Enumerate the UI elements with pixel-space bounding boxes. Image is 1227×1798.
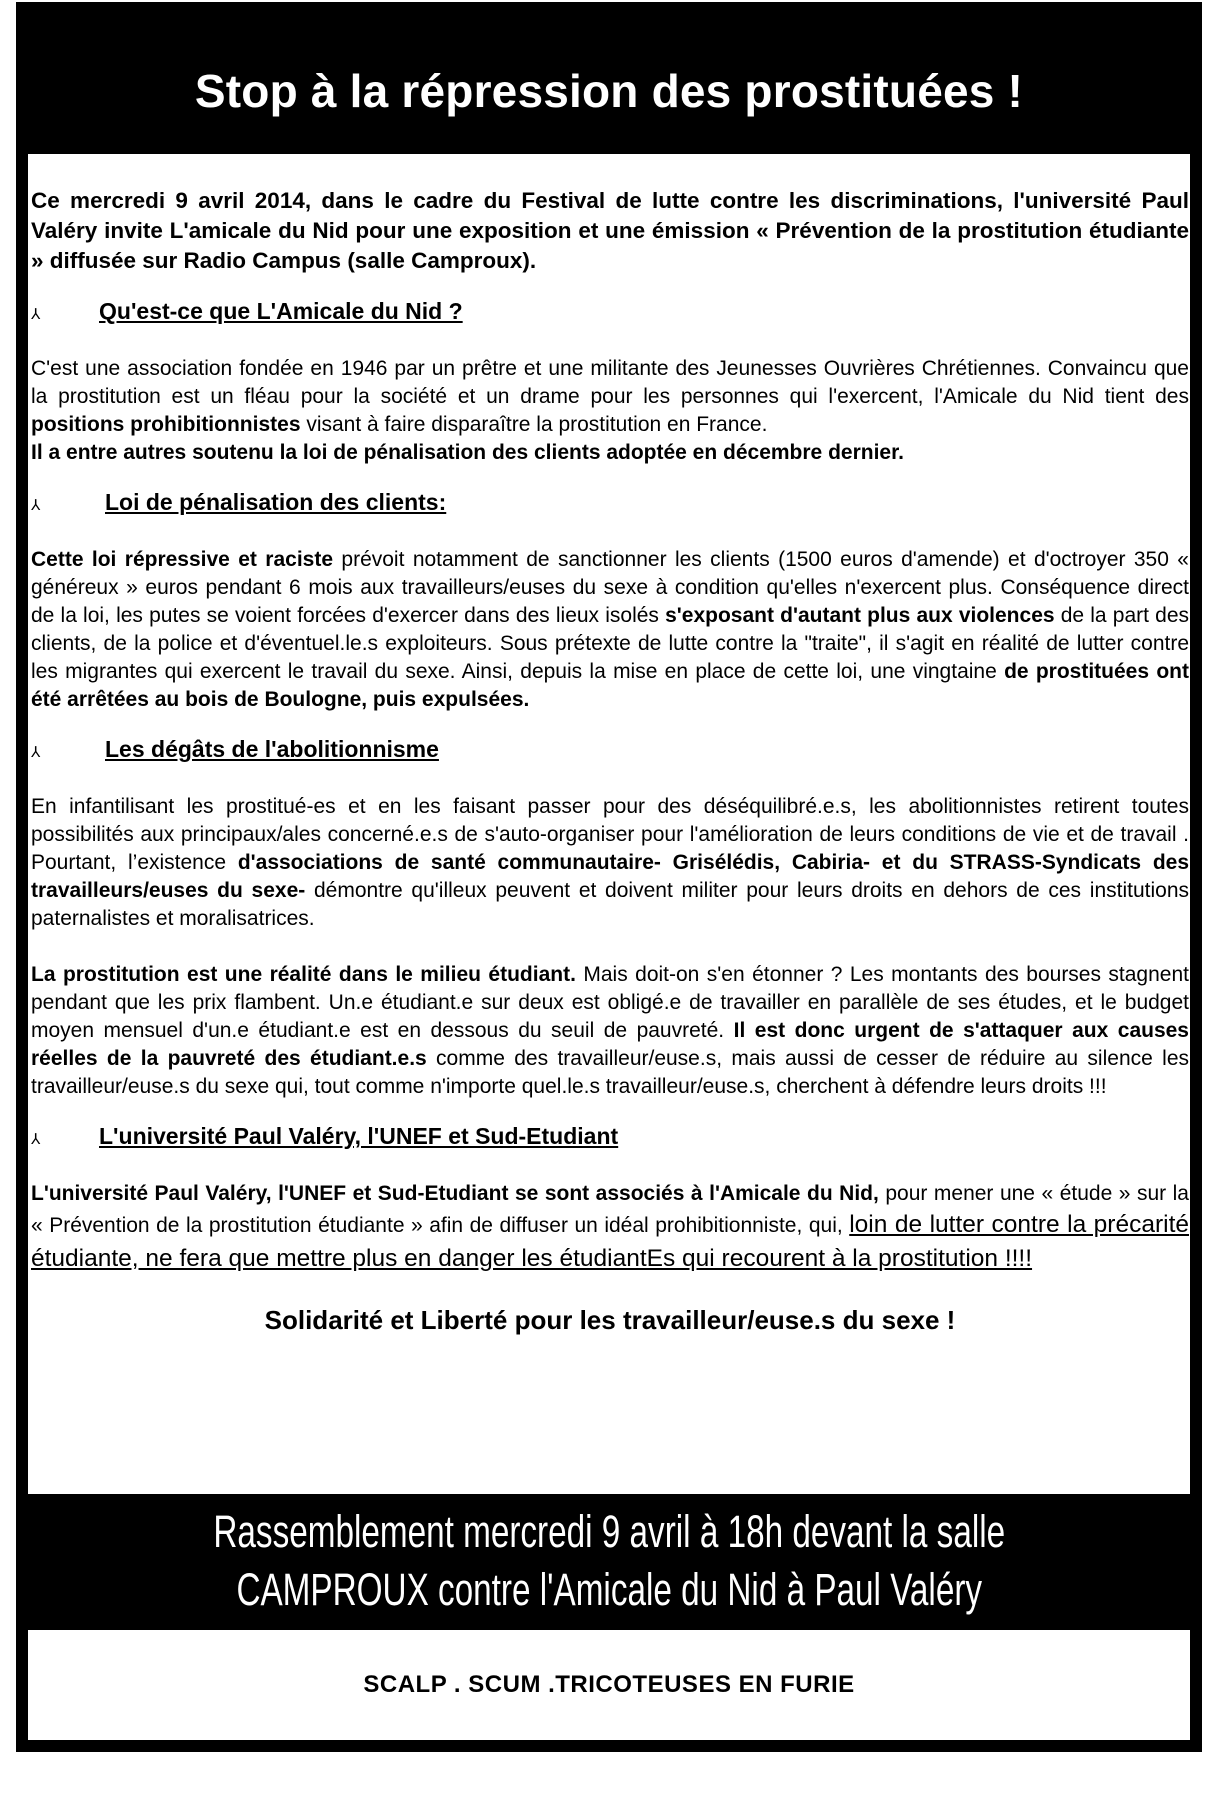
closing-slogan: Solidarité et Liberté pour les travailleur/euse.s du sexe ! <box>264 1305 956 1335</box>
intro-paragraph: Ce mercredi 9 avril 2014, dans le cadre du Festival de lutte contre les discriminations, l'université Paul Valéry invite L'amicale du Nid pour une exposition et une émission « Prévention de la prostitution étudiante » diffusée sur Radio Campus (salle Camproux). <box>31 188 1189 273</box>
poster-header <box>16 2 1202 154</box>
signatories: SCALP . SCUM .TRICOTEUSES EN FURIE <box>363 1671 855 1698</box>
section-title: Les dégâts de l'abolitionnisme <box>105 736 439 762</box>
section-heading-loi <box>31 489 1189 516</box>
poster-title: Stop à la répression des prostituées ! <box>194 65 1024 117</box>
rally-banner <box>16 1494 1202 1628</box>
loi-paragraph: Cette loi répressive et raciste prévoit notamment de sanctionner les clients (1500 euros d'amende) et d'octroyer 350 « généreux » euros pendant 6 mois aux travailleurs/euses du sexe à condition qu'elles n'exercent plus. Conséquence direct de la loi, les putes se voient forcées d'exercer dans des lieux isolés s'exposant d'autant plus aux violences de la part des clients, de la police et d'éventuel.le.s exploiteurs. Sous prétexte de lutte contre la "traite", il s'agit en réalité de lutter contre les migrantes qui exercent le travail du sexe. Ainsi, depuis la mise en place de cette loi, une vingtaine de prostituées ont été arrêtées au bois de Boulogne, puis expulsées. <box>31 548 1190 711</box>
section-title: L'université Paul Valéry, l'UNEF et Sud-Etudiant <box>99 1123 619 1149</box>
section-heading-abolitionnisme <box>31 736 1189 763</box>
section-heading-amicale <box>31 298 1189 325</box>
poster-body <box>28 154 1190 1494</box>
bullet-icon: ⅄ <box>31 497 41 514</box>
bullet-icon: ⅄ <box>31 744 41 761</box>
section-title: Qu'est-ce que L'Amicale du Nid ? <box>99 298 463 324</box>
signatories-box <box>28 1630 1190 1740</box>
bullet-icon: ⅄ <box>31 1131 41 1148</box>
rally-line: Rassemblement mercredi 9 avril à 18h devant la salle <box>213 1506 1005 1557</box>
rally-line: CAMPROUX contre l'Amicale du Nid à Paul Valéry <box>236 1564 982 1615</box>
universite-paragraph: L'université Paul Valéry, l'UNEF et Sud-Etudiant se sont associés à l'Amicale du Nid, pour mener une « étude » sur la « Prévention de la prostitution étudiante » afin de diffuser un idéal prohibitionniste, qui, loin de lutter contre la précarité étudiante, ne fera que mettre plus en danger les étudiantEs qui recourent à la prostitution !!!! <box>31 1182 1190 1272</box>
section-title: Loi de pénalisation des clients: <box>105 489 447 515</box>
bullet-icon: ⅄ <box>31 306 41 323</box>
section-heading-universite <box>31 1123 1189 1150</box>
amicale-paragraph: C'est une association fondée en 1946 par un prêtre et une militante des Jeunesses Ouvrières Chrétiennes. Convaincu que la prostitution est un fléau pour la société et un drame pour les personnes qui l'exercent, l'Amicale du Nid tient des positions prohibitionnistes visant à faire disparaître la prostitution en France. Il a entre autres soutenu la loi de pénalisation des clients adoptée en décembre dernier. <box>31 357 1189 464</box>
abolitionnisme-paragraph-1: En infantilisant les prostitué-es et en les faisant passer pour des déséquilibré.e.s, les abolitionnistes retirent toutes possibilités aux principaux/ales concerné.e.s de s'auto-organiser pour l'amélioration de leurs conditions de vie et de travail . Pourtant, l’existence d'associations de santé communautaire- Grisélédis, Cabiria- et du STRASS-Syndicats des travailleurs/euses du sexe- démontre qu'illeux peuvent et doivent militer pour leurs droits en dehors de ces institutions paternalistes et moralisatrices. <box>31 795 1189 930</box>
abolitionnisme-paragraph-2: La prostitution est une réalité dans le milieu étudiant. Mais doit-on s'en étonner ? Les montants des bourses stagnent pendant que les prix flambent. Un.e étudiant.e sur deux est obligé.e de travailler en parallèle de ses études, et le budget moyen mensuel d'un.e étudiant.e est en dessous du seuil de pauvreté. Il est donc urgent de s'attaquer aux causes réelles de la pauvreté des étudiant.e.s comme des travailleur/euse.s, mais aussi de cesser de réduire au silence les travailleur/euse.s du sexe qui, tout comme n'importe quel.le.s travailleur/euse.s, cherchent à défendre leurs droits !!! <box>31 963 1189 1098</box>
